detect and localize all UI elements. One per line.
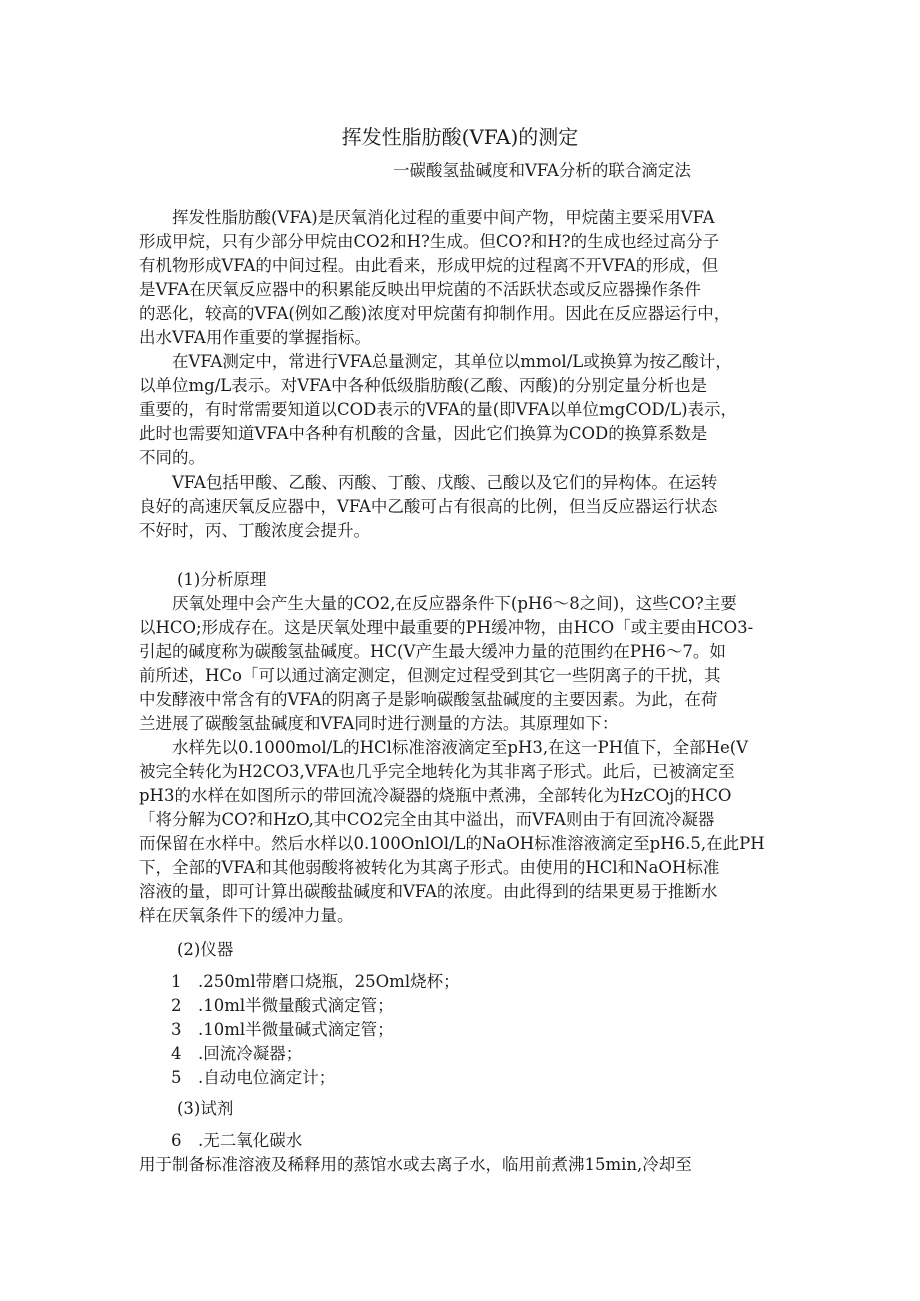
- text-line: 用于制备标准溶液及稀释用的蒸馆水或去离子水，临用前煮沸15min,冷却至: [139, 1155, 692, 1174]
- list-item: 6 .无二氧化碳水: [171, 1131, 303, 1150]
- text-line: 挥发性脂肪酸(VFA)是厌氧消化过程的重要中间产物，甲烷菌主要采用VFA: [139, 208, 715, 227]
- text-line: 出水VFA用作重要的掌握指标。: [139, 328, 371, 347]
- text-line: 中发酵液中常含有的VFA的阴离子是影响碳酸氢盐碱度的主要因素。为此，在荷: [139, 690, 718, 709]
- page-subtitle: 一碳酸氢盐碱度和VFA分析的联合滴定法: [393, 161, 691, 180]
- section-heading-instruments: (2)仪器: [177, 940, 234, 959]
- text-line: 水样先以0.1000mol/L的HCl标准溶液滴定至pH3,在这一PH值下，全部He(V: [139, 738, 749, 757]
- text-line: 有机物形成VFA的中间过程。由此看来，形成甲烷的过程离不开VFA的形成，但: [139, 256, 719, 275]
- section-heading-reagents: (3)试剂: [177, 1099, 234, 1118]
- text-line: 此时也需要知道VFA中各种有机酸的含量，因此它们换算为COD的换算系数是: [139, 424, 708, 443]
- text-line: 下，全部的VFA和其他弱酸将被转化为其离子形式。由使用的HCl和NaOH标准: [139, 858, 720, 877]
- list-item: 5 .自动电位滴定计；: [171, 1068, 336, 1087]
- list-item: 2 .10ml半微量酸式滴定管；: [171, 996, 394, 1015]
- text-line: 形成甲烷，只有少部分甲烷由CO2和H?生成。但CO?和H?的生成也经过高分子: [139, 232, 720, 251]
- text-line: 溶液的量，即可计算出碳酸盐碱度和VFA的浓度。由此得到的结果更易于推断水: [139, 882, 718, 901]
- text-line: 而保留在水样中。然后水样以0.100OnlOl/L的NaOH标准溶液滴定至pH6.5,在此PH: [139, 834, 765, 853]
- text-line: 良好的高速厌氧反应器中，VFA中乙酸可占有很高的比例，但当反应器运行状态: [139, 497, 718, 516]
- text-line: 的恶化，较高的VFA(例如乙酸)浓度对甲烷菌有抑制作用。因此在反应器运行中，: [139, 304, 731, 323]
- text-line: 样在厌氧条件下的缓冲力量。: [139, 906, 354, 925]
- text-line: 在VFA测定中，常进行VFA总量测定，其单位以mmol/L或换算为按乙酸计，: [139, 352, 732, 371]
- list-item: 1 .250ml带磨口烧瓶，25Oml烧杯；: [171, 972, 460, 991]
- text-line: 厌氧处理中会产生大量的CO2,在反应器条件下(pH6～8之间)，这些CO?主要: [139, 594, 737, 613]
- text-line: VFA包括甲酸、乙酸、丙酸、丁酸、戊酸、己酸以及它们的异构体。在运转: [139, 473, 718, 492]
- section-heading-principle: (1)分析原理: [177, 570, 267, 589]
- list-item: 3 .10ml半微量碱式滴定管；: [171, 1020, 394, 1039]
- text-line: 引起的碱度称为碳酸氢盐碱度。HC(V产生最大缓冲力量的范围约在PH6～7。如: [139, 642, 726, 661]
- list-item: 4 .回流冷凝器；: [171, 1044, 303, 1063]
- text-line: 「将分解为CO?和HzO,其中CO2完全由其中溢出，而VFA则由于有回流冷凝器: [139, 810, 715, 829]
- text-line: 以单位mg/L表示。对VFA中各种低级脂肪酸(乙酸、丙酸)的分别定量分析也是: [139, 376, 707, 395]
- text-line: 兰进展了碳酸氢盐碱度和VFA同时进行测量的方法。其原理如下：: [139, 714, 619, 733]
- page-title: 挥发性脂肪酸(VFA)的测定: [341, 125, 579, 149]
- text-line: 不同的。: [139, 448, 205, 467]
- text-line: 是VFA在厌氧反应器中的积累能反映出甲烷菌的不活跃状态或反应器操作条件: [139, 280, 701, 299]
- text-line: pH3的水样在如图所示的带回流冷凝器的烧瓶中煮沸，全部转化为HzCOj的HCO: [139, 786, 732, 805]
- text-line: 以HCO;形成存在。这是厌氧处理中最重要的PH缓冲物，由HCO「或主要由HCO3-: [139, 618, 754, 637]
- text-line: 重要的，有时常需要知道以COD表示的VFA的量(即VFA以单位mgCOD/L)表示，: [139, 400, 738, 419]
- text-line: 前所述，HCo「可以通过滴定测定，但测定过程受到其它一些阴离子的干扰，其: [139, 666, 721, 685]
- text-line: 被完全转化为H2CO3,VFA也几乎完全地转化为其非离子形式。此后，已被滴定至: [139, 762, 735, 781]
- text-line: 不好时，丙、丁酸浓度会提升。: [139, 521, 370, 540]
